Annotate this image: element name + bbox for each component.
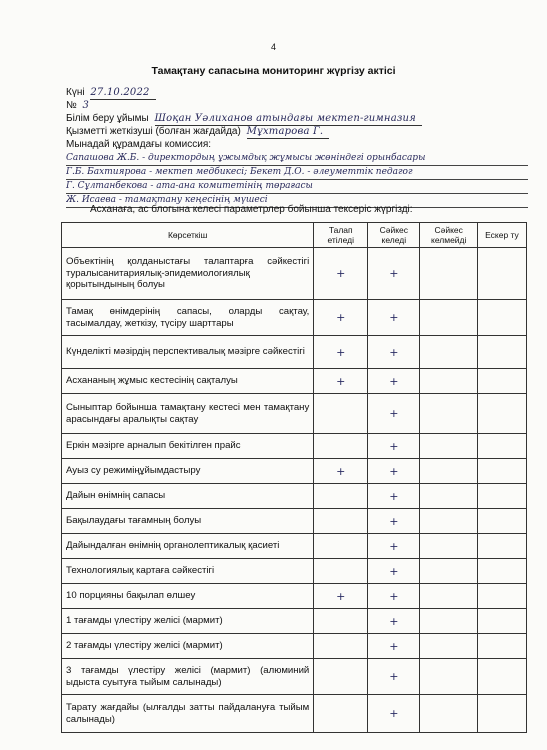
compliant-cell: + — [368, 336, 420, 369]
note-cell — [477, 336, 526, 369]
note-cell — [477, 634, 526, 659]
compliant-cell: + — [368, 634, 420, 659]
indicator-cell: Дайын өнімнің сапасы — [62, 484, 314, 509]
required-cell — [314, 695, 368, 733]
commission-members — [66, 152, 528, 208]
number-value: 3 — [82, 100, 90, 111]
number-label: № — [66, 100, 77, 111]
compliant-cell: + — [368, 659, 420, 695]
indicator-cell: Тарату жағдайы (ылғалды затты пайдалануға тыйым салынады) — [62, 695, 314, 733]
note-cell — [477, 659, 526, 695]
indicator-cell: Объектінің қолданыстағы талаптарға сәйкестігі туралысанитариялық-эпидемиологиялық қорытындының болуы — [62, 248, 314, 300]
header-fields — [66, 86, 526, 151]
indicator-cell: 1 тағамды үлестіру желісі (мармит) — [62, 609, 314, 634]
compliant-cell: + — [368, 394, 420, 434]
required-cell — [314, 484, 368, 509]
date-row — [66, 86, 526, 99]
header-note: Ескер ту — [477, 223, 526, 248]
table-row — [62, 695, 527, 733]
required-cell — [314, 659, 368, 695]
required-cell — [314, 434, 368, 459]
noncompliant-cell — [420, 336, 477, 369]
intro-text: Асханаға, ас блогына келесі параметрлер бойынша тексеріс жүргізді: — [90, 204, 413, 215]
note-cell — [477, 484, 526, 509]
supplier-label: Қызметті жеткізуші (болған жағдайда) — [66, 126, 241, 137]
note-cell — [477, 434, 526, 459]
noncompliant-cell — [420, 659, 477, 695]
date-value: 27.10.2022 — [90, 86, 155, 100]
table-row — [62, 584, 527, 609]
required-cell: + — [314, 300, 368, 336]
table-body — [62, 248, 527, 733]
note-cell — [477, 584, 526, 609]
required-cell — [314, 559, 368, 584]
table-header-row — [62, 223, 527, 248]
note-cell — [477, 394, 526, 434]
required-cell: + — [314, 369, 368, 394]
note-cell — [477, 459, 526, 484]
header-compliant: Сәйкес келеді — [368, 223, 420, 248]
table-row — [62, 434, 527, 459]
compliant-cell: + — [368, 584, 420, 609]
commission-member: Г.Б. Бахтиярова - мектеп медбикесі; Бекет Д.О. - әлеуметтік педагог — [66, 166, 528, 180]
note-cell — [477, 248, 526, 300]
supplier-value: Мұхтарова Г. — [247, 125, 330, 139]
indicator-cell: Дайындалған өнімнің органолептикалық қасиеті — [62, 534, 314, 559]
noncompliant-cell — [420, 248, 477, 300]
document-title: Тамақтану сапасына мониторинг жүргізу актісі — [151, 65, 396, 77]
indicator-cell: Технологиялық картаға сәйкестігі — [62, 559, 314, 584]
commission-member: Г. Сұлтанбекова - ата-ана комитетінің төрағасы — [66, 180, 528, 194]
note-cell — [477, 559, 526, 584]
org-label: Білім беру ұйымы — [66, 113, 149, 124]
table-row — [62, 634, 527, 659]
number-row — [66, 99, 526, 112]
table-row — [62, 336, 527, 369]
indicator-cell: 10 порцияны бақылап өлшеу — [62, 584, 314, 609]
indicator-cell: Ауыз су режиміңұйымдастыру — [62, 459, 314, 484]
compliant-cell: + — [368, 509, 420, 534]
commission-row — [66, 138, 526, 151]
compliant-cell: + — [368, 609, 420, 634]
noncompliant-cell — [420, 484, 477, 509]
table-row — [62, 509, 527, 534]
date-label: Күні — [66, 87, 85, 98]
required-cell: + — [314, 459, 368, 484]
indicator-cell: 3 тағамды үлестіру желісі (мармит) (алюминий ыдыста суытуға тыйым салынады) — [62, 659, 314, 695]
table-row — [62, 459, 527, 484]
table-row — [62, 300, 527, 336]
commission-member: Ж. Исаева - тамақтану кеңесінің мүшесі — [66, 194, 528, 208]
compliant-cell: + — [368, 434, 420, 459]
header-required: Талап етіледі — [314, 223, 368, 248]
noncompliant-cell — [420, 459, 477, 484]
table-row — [62, 484, 527, 509]
noncompliant-cell — [420, 584, 477, 609]
noncompliant-cell — [420, 534, 477, 559]
header-indicator: Көрсеткіш — [62, 223, 314, 248]
required-cell — [314, 534, 368, 559]
compliant-cell: + — [368, 369, 420, 394]
noncompliant-cell — [420, 369, 477, 394]
note-cell — [477, 300, 526, 336]
compliant-cell: + — [368, 559, 420, 584]
org-value: Шоқан Уәлиханов атындағы мектеп-гимназия — [155, 112, 422, 126]
indicator-cell: Бақылаудағы тағамның болуы — [62, 509, 314, 534]
supplier-row — [66, 125, 526, 138]
table-row — [62, 369, 527, 394]
noncompliant-cell — [420, 695, 477, 733]
table-row — [62, 559, 527, 584]
noncompliant-cell — [420, 609, 477, 634]
compliant-cell: + — [368, 248, 420, 300]
required-cell: + — [314, 584, 368, 609]
indicator-cell: Еркін мәзірге арналып бекітілген прайс — [62, 434, 314, 459]
noncompliant-cell — [420, 434, 477, 459]
noncompliant-cell — [420, 394, 477, 434]
noncompliant-cell — [420, 634, 477, 659]
note-cell — [477, 369, 526, 394]
noncompliant-cell — [420, 559, 477, 584]
indicator-cell: 2 тағамды үлестіру желісі (мармит) — [62, 634, 314, 659]
note-cell — [477, 509, 526, 534]
compliant-cell: + — [368, 459, 420, 484]
required-cell — [314, 509, 368, 534]
monitoring-table — [61, 222, 527, 733]
compliant-cell: + — [368, 484, 420, 509]
indicator-cell: Күнделікті мәзірдің перспективалық мәзірге сәйкестігі — [62, 336, 314, 369]
indicator-cell: Асхананың жұмыс кестесінің сақталуы — [62, 369, 314, 394]
compliant-cell: + — [368, 534, 420, 559]
required-cell — [314, 394, 368, 434]
indicator-cell: Сыныптар бойынша тамақтану кестесі мен тамақтану арасындағы аралықты сақтау — [62, 394, 314, 434]
noncompliant-cell — [420, 300, 477, 336]
header-noncompliant: Сәйкес келмейді — [420, 223, 477, 248]
commission-label: Мынадай құрамдағы комиссия: — [66, 139, 212, 150]
page-number: 4 — [270, 42, 276, 52]
note-cell — [477, 609, 526, 634]
indicator-cell: Тамақ өнімдерінің сапасы, оларды сақтау, тасымалдау, жеткізу, түсіру шарттары — [62, 300, 314, 336]
required-cell — [314, 634, 368, 659]
note-cell — [477, 534, 526, 559]
commission-member: Сапашова Ж.Б. - директордың ұжымдық жұмысы жөніндегі орынбасары — [66, 152, 528, 166]
required-cell: + — [314, 336, 368, 369]
required-cell: + — [314, 248, 368, 300]
compliant-cell: + — [368, 695, 420, 733]
noncompliant-cell — [420, 509, 477, 534]
table-row — [62, 534, 527, 559]
org-row — [66, 112, 526, 125]
required-cell — [314, 609, 368, 634]
table-row — [62, 248, 527, 300]
table-row — [62, 609, 527, 634]
table-row — [62, 394, 527, 434]
note-cell — [477, 695, 526, 733]
compliant-cell: + — [368, 300, 420, 336]
table-row — [62, 659, 527, 695]
